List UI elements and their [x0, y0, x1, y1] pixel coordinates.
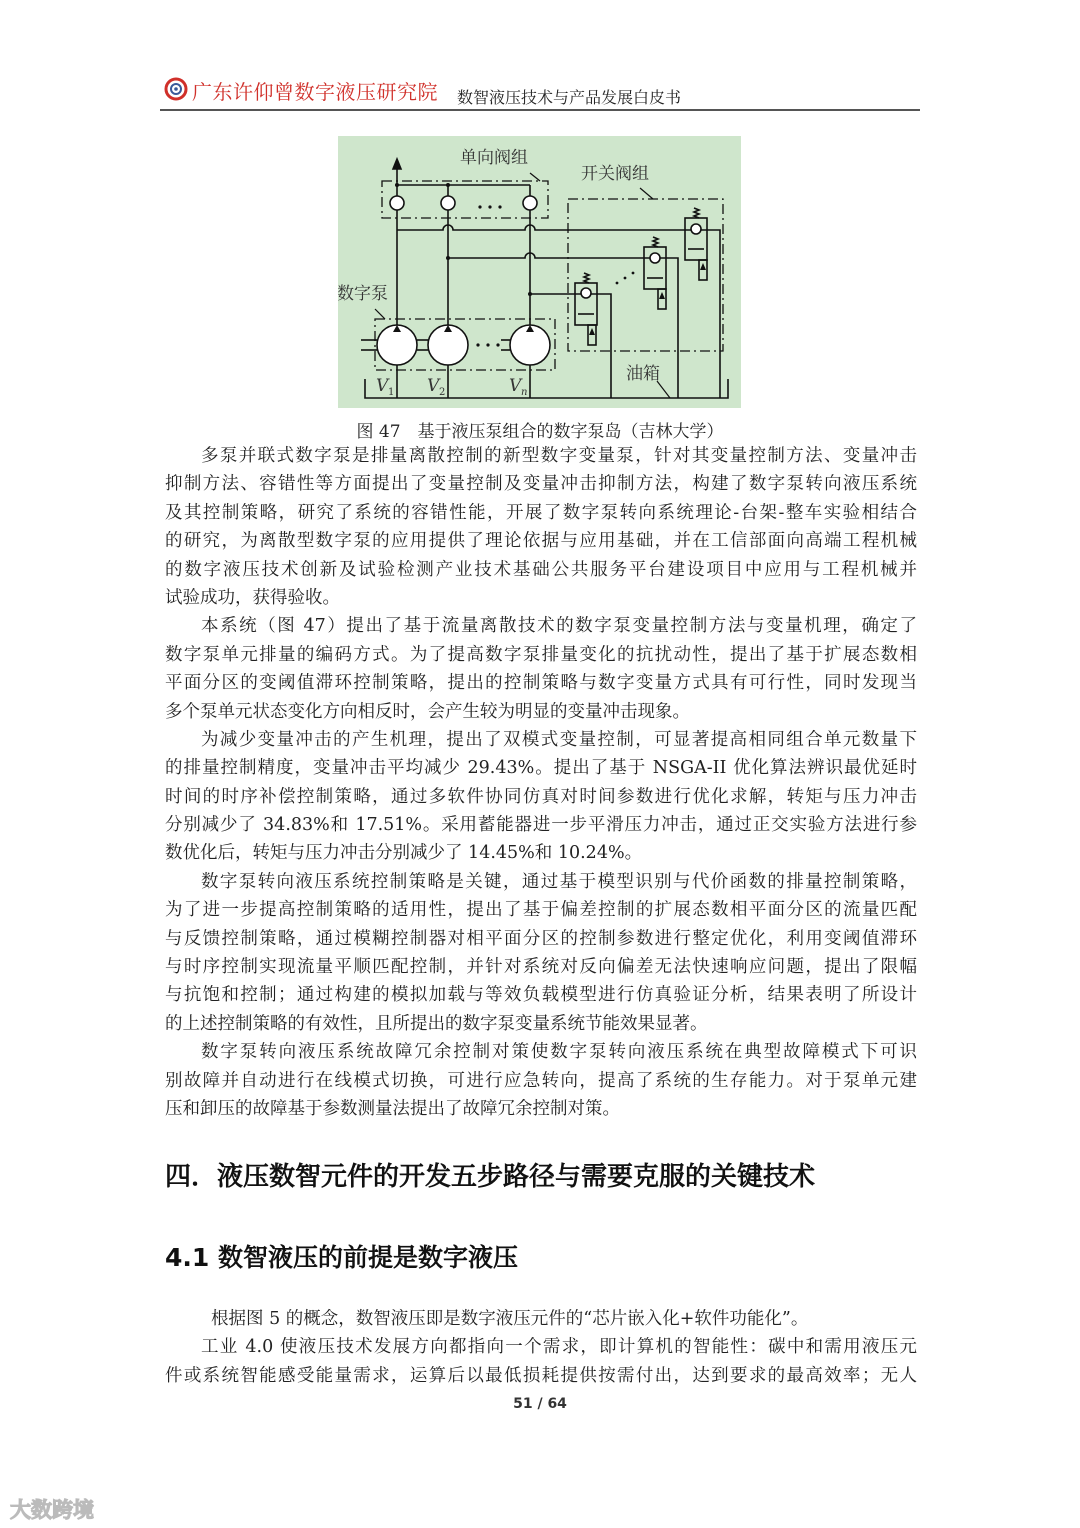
text-line: 与时序控制实现流量平顺匹配控制，并针对系统对反向偏差无法快速响应问题，提出了限幅 [165, 957, 917, 978]
body-text-2 [165, 1305, 917, 1390]
label-v1: V [376, 376, 389, 396]
paragraph [165, 442, 917, 612]
text-line: 与抗饱和控制；通过构建的模拟加载与等效负载模型进行仿真验证分析，结果表明了所设计 [165, 985, 917, 1006]
text-line: 别故障并自动进行在线模式切换，可进行应急转向，提高了系统的生存能力。对于泵单元建 [165, 1070, 917, 1091]
text-line: 试验成功，获得验收。 [165, 587, 340, 608]
text-line: 为了进一步提高控制策略的适用性，提出了基于偏差控制的扩展态数相平面分区的流量匹配 [165, 900, 917, 921]
text-line: 数字泵转向液压系统控制策略是关键，通过基于模型识别与代价函数的排量控制策略， [201, 871, 917, 892]
text-line: 的研究，为离散型数字泵的应用提供了理论依据与应用基础，并在工信部面向高端工程机械 [165, 531, 917, 552]
label-v2-sub: 2 [439, 387, 446, 398]
text-line: 平面分区的变阈值滞环控制策略，提出的控制策略与数字变量方式具有可行性，同时发现当 [165, 673, 917, 694]
watermark: 大数跨境 [10, 1498, 94, 1522]
header-divider [160, 109, 920, 111]
page-separator: / [537, 1396, 543, 1412]
body-text [165, 442, 917, 1123]
text-line: 压和卸压的故障基于参数测量法提出了故障冗余控制对策。 [165, 1098, 620, 1119]
label-tank: 油箱 [626, 364, 660, 384]
paragraph [165, 1305, 917, 1333]
text-line: 多泵并联式数字泵是排量离散控制的新型数字变量泵，针对其变量控制方法、变量冲击 [201, 446, 917, 466]
figure-47-digital-pump-island-diagram [338, 136, 741, 408]
institute-logo-icon [164, 77, 188, 101]
paragraph [165, 612, 917, 726]
text-line: 抑制方法、容错性等方面提出了变量控制及变量冲击抑制方法，构建了数字泵转向液压系统 [165, 474, 917, 495]
text-line: 工业 4.0 使液压技术发展方向都指向一个需求，即计算机的智能性：碳中和需用液压元 [201, 1337, 917, 1358]
text-line: 多个泵单元状态变化方向相反时，会产生较为明显的变量冲击现象。 [165, 701, 690, 722]
label-v1-sub: 1 [388, 387, 395, 398]
text-line: 的排量控制精度，变量冲击平均减少 29.43%。提出了基于 NSGA-II 优化算法辨识最优延时 [165, 758, 917, 779]
label-v2: V [427, 376, 440, 396]
institute-name: 广东许仰曾数字液压研究院 [192, 80, 438, 104]
label-check-valve-group: 单向阀组 [460, 148, 528, 168]
text-line: 数字泵单元排量的编码方式。为了提高数字泵排量变化的抗扰动性，提出了基于扩展态数相 [165, 644, 917, 665]
text-line: 数优化后，转矩与压力冲击分别减少了 14.45%和 10.24%。 [165, 843, 643, 864]
label-vn-sub: n [521, 387, 528, 398]
text-line: 数字泵转向液压系统故障冗余控制对策使数字泵转向液压系统在典型故障模式下可识 [201, 1042, 917, 1063]
paragraph [165, 1333, 917, 1390]
text-line: 根据图 5 的概念，数智液压即是数字液压元件的“芯片嵌入化+软件功能化”。 [211, 1309, 809, 1329]
figure-caption: 图 47 基于液压泵组合的数字泵岛（吉林大学） [356, 422, 724, 442]
page-number [0, 1396, 1080, 1412]
text-line: 分别减少了 34.83%和 17.51%。采用蓄能器进一步平滑压力冲击，通过正交实验方法进行参 [165, 815, 917, 836]
text-line: 及其控制策略，研究了系统的容错性能，开展了数字泵转向系统理论-台架-整车实验相结合 [165, 502, 917, 523]
paragraph [165, 868, 917, 1038]
paragraph [165, 1038, 917, 1123]
document-title: 数智液压技术与产品发展白皮书 [457, 88, 682, 107]
text-line: 的数字液压技术创新及试验检测产业技术基础公共服务平台建设项目中应用与工程机械并 [165, 559, 917, 580]
paragraph [165, 726, 917, 868]
label-switch-valve-group: 开关阀组 [581, 164, 649, 184]
current-page: 51 [513, 1396, 533, 1412]
section-heading: 四．液压数智元件的开发五步路径与需要克服的关键技术 [165, 1162, 816, 1192]
text-line: 与反馈控制策略，通过模糊控制器对相平面分区的控制参数进行整定优化，利用变阈值滞环 [165, 928, 917, 949]
text-line: 的上述控制策略的有效性，且所提出的数字泵变量系统节能效果显著。 [165, 1013, 708, 1034]
text-line: 件或系统智能感受能量需求，运算后以最低损耗提供按需付出，达到要求的最高效率；无人 [165, 1365, 917, 1386]
label-digital-pump: 数字泵 [338, 284, 388, 304]
hydraulic-circuit-diagram [338, 136, 741, 408]
subsection-heading: 4.1 数智液压的前提是数字液压 [165, 1243, 518, 1272]
label-vn: V [509, 376, 522, 396]
text-line: 时间的时序补偿控制策略，通过多软件协同仿真对时间参数进行优化求解，转矩与压力冲击 [165, 786, 917, 807]
total-pages: 64 [547, 1396, 567, 1412]
text-line: 为减少变量冲击的产生机理，提出了双模式变量控制，可显著提高相同组合单元数量下 [201, 729, 917, 750]
text-line: 本系统（图 47）提出了基于流量离散技术的数字泵变量控制方法与变量机理，确定了 [201, 616, 917, 637]
